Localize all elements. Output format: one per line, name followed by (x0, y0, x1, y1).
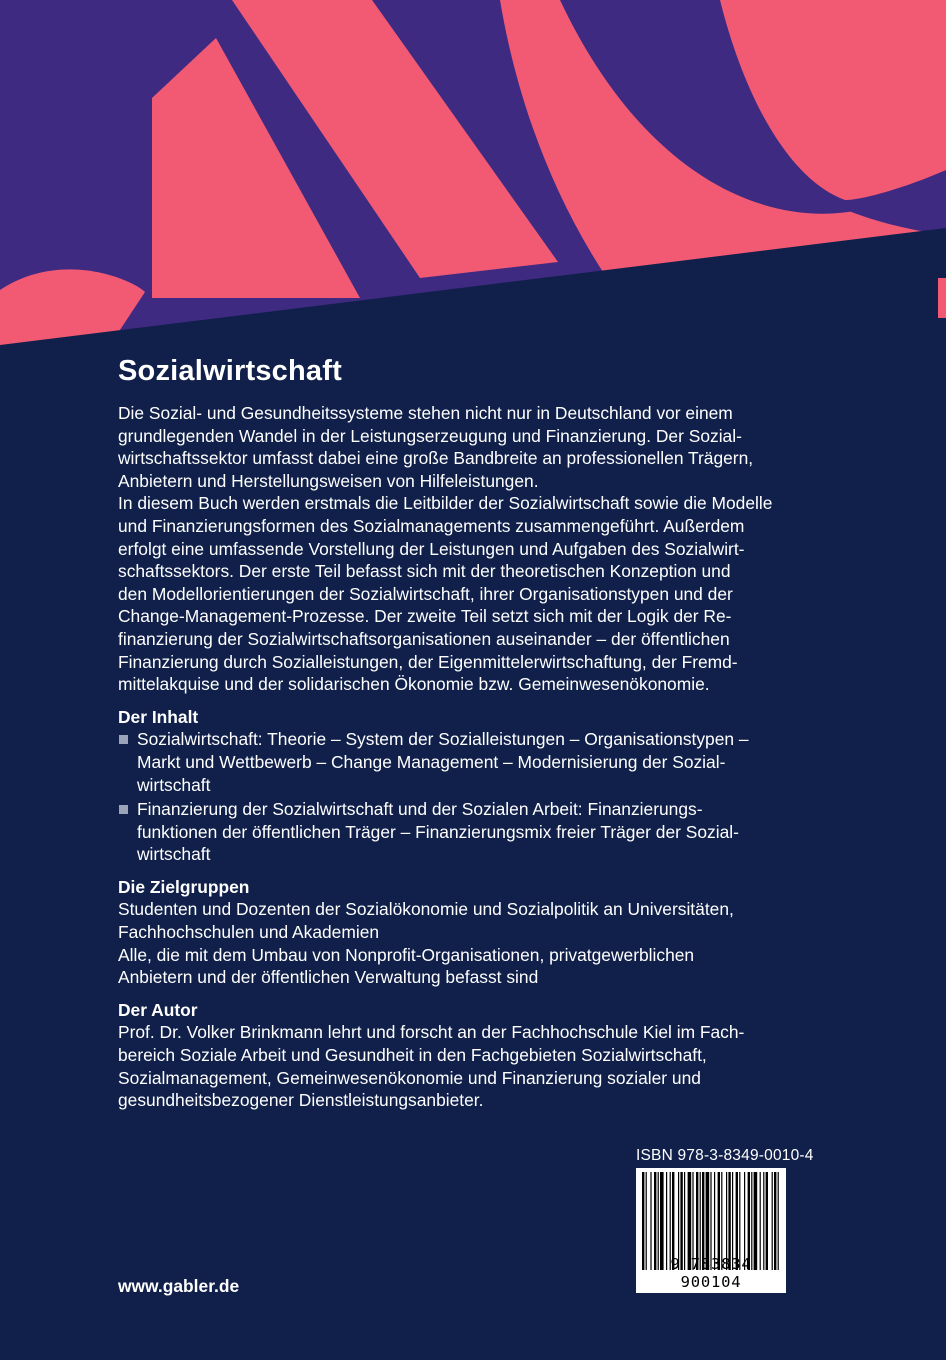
inhalt-heading: Der Inhalt (118, 706, 199, 727)
intro-paragraph-2: In diesem Buch werden erstmals die Leitbilder der Sozialwirtschaft sowie die Modelle und Finanzierungsformen des Sozialmanagements zusammengeführt. Außerdem erfolgt eine umfassende Vorstellung der Leistungen und Aufgaben des Sozialwirt- schaftssektors. Der erste Teil befasst sich mit der theoretischen Konzeption und den Modellorientierungen der Sozialwirtschaft, ihrer Organisationstypen und der Change-Management-Prozesse. Der zweite Teil setzt sich mit der Logik der Re- finanzierung der Sozialwirtschaftsorganisationen auseinander – der öffentlichen Finanzierung durch Sozialleistungen, der Eigenmittelerwirtschaftung, der Fremd- mittelakquise und der solidarischen Ökonomie bzw. Gemeinwesenökonomie. (118, 493, 773, 695)
barcode (636, 1168, 786, 1293)
bullet-square-icon (119, 805, 128, 814)
autor-text: Prof. Dr. Volker Brinkmann lehrt und forscht an der Fachhochschule Kiel im Fach- bereich Soziale Arbeit und Gesundheit in den Fachgebieten Sozialwirtschaft, Sozialmanagement, Gemeinwesenökonomie und Finanzierung sozialer und gesundheitsbezogener Dienstleistungsanbieter. (118, 1022, 745, 1111)
autor-heading: Der Autor (118, 999, 198, 1020)
publisher-website[interactable]: www.gabler.de (118, 1276, 240, 1296)
isbn-label: ISBN 978-3-8349-0010-4 (636, 1147, 814, 1164)
bullet-square-icon (119, 735, 128, 744)
barcode-digits: 9 783834 900104 (670, 1255, 752, 1291)
inhalt-item-text: Finanzierung der Sozialwirtschaft und der Sozialen Arbeit: Finanzierungs- funktionen der öffentlichen Träger – Finanzierungsmix freier Träger der Sozial- wirtschaft (137, 799, 739, 865)
back-cover-text (118, 355, 818, 1112)
inhalt-list (118, 728, 818, 866)
intro-paragraph-1: Die Sozial- und Gesundheitssysteme stehen nicht nur in Deutschland vor einem grundlegenden Wandel in der Leistungserzeugung und Finanzierung. Der Sozial- wirtschaftssektor umfasst dabei eine große Bandbreite an professionellen Trägern, Anbietern und Herstellungsweisen von Hilfeleistungen. (118, 403, 754, 491)
book-title: Sozialwirtschaft (118, 355, 342, 387)
cover-artwork (0, 0, 946, 345)
zielgruppen-line-2: Alle, die mit dem Umbau von Nonprofit-Organisationen, privatgewerblichen Anbietern und der öffentlichen Verwaltung befasst sind (118, 944, 695, 988)
artwork-edge-mark (938, 278, 946, 318)
zielgruppen-heading: Die Zielgruppen (118, 876, 250, 897)
list-item (118, 798, 818, 866)
inhalt-item-text: Sozialwirtschaft: Theorie – System der Sozialleistungen – Organisationstypen – Markt und Wettbewerb – Change Management – Modernisierung der Sozial- wirtschaft (137, 729, 749, 795)
zielgruppen-line-1: Studenten und Dozenten der Sozialökonomie und Sozialpolitik an Universitäten, Fachhochschulen und Akademien (118, 899, 734, 943)
list-item (118, 728, 818, 796)
